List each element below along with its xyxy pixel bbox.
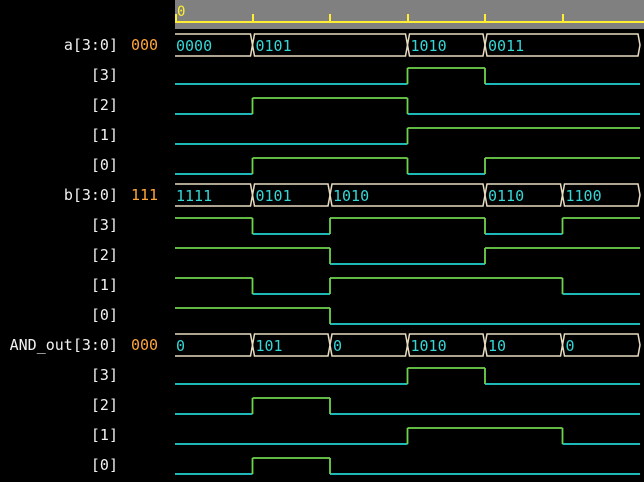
- signal-name: [2]: [90, 246, 118, 264]
- bus-value-label: 1010: [410, 37, 447, 55]
- waveform-background: [175, 0, 644, 482]
- signal-current-value: 000: [131, 336, 159, 354]
- bus-value-label: 0000: [176, 37, 213, 55]
- signal-row-bus[interactable]: [0, 180, 175, 210]
- signal-name: [1]: [90, 276, 118, 294]
- waveform-canvas[interactable]: [175, 0, 644, 482]
- signal-row-bus[interactable]: [0, 330, 175, 360]
- signal-name: [3]: [90, 66, 118, 84]
- signal-name-pane: [0, 0, 175, 482]
- signal-row-bit[interactable]: [0, 240, 175, 270]
- signal-name: [0]: [90, 456, 118, 474]
- signal-current-value: 000: [131, 36, 159, 54]
- signal-name: [1]: [90, 426, 118, 444]
- signal-row-bit[interactable]: [0, 120, 175, 150]
- bus-value-label: 1100: [565, 187, 602, 205]
- signal-name: b[3:0]: [63, 186, 118, 204]
- signal-row-bus[interactable]: [0, 30, 175, 60]
- signal-row-bit[interactable]: [0, 450, 175, 480]
- signal-row-bit[interactable]: [0, 270, 175, 300]
- time-start-label: 0: [177, 4, 186, 20]
- signal-row-bit[interactable]: [0, 60, 175, 90]
- bus-value-label: 101: [255, 337, 283, 355]
- signal-current-value: 111: [131, 186, 159, 204]
- bus-value-label: 0: [176, 337, 186, 355]
- signal-name: [0]: [90, 306, 118, 324]
- bus-value-label: 0011: [488, 37, 525, 55]
- signal-name: [2]: [90, 96, 118, 114]
- signal-name: [3]: [90, 216, 118, 234]
- signal-row-bit[interactable]: [0, 90, 175, 120]
- signal-row-bit[interactable]: [0, 300, 175, 330]
- signal-row-bit[interactable]: [0, 390, 175, 420]
- signal-row-bit[interactable]: [0, 360, 175, 390]
- bus-value-label: 0101: [255, 37, 292, 55]
- waveform-pane[interactable]: [175, 0, 644, 482]
- signal-name: [2]: [90, 396, 118, 414]
- bus-value-label: 0101: [255, 187, 292, 205]
- bus-value-label: 1111: [176, 187, 213, 205]
- signal-name: a[3:0]: [63, 36, 118, 54]
- signal-name: [1]: [90, 126, 118, 144]
- bus-value-label: 0: [333, 337, 343, 355]
- time-ruler: [175, 0, 644, 29]
- signal-row-bit[interactable]: [0, 420, 175, 450]
- name-pane-header: [0, 0, 175, 29]
- signal-name: [3]: [90, 366, 118, 384]
- bus-value-label: 1010: [410, 337, 447, 355]
- signal-row-bit[interactable]: [0, 210, 175, 240]
- bus-value-label: 0110: [488, 187, 525, 205]
- bus-value-label: 1010: [333, 187, 370, 205]
- signal-name: AND_out[3:0]: [9, 336, 118, 354]
- bus-value-label: 10: [488, 337, 507, 355]
- signal-name: [0]: [90, 156, 118, 174]
- signal-row-bit[interactable]: [0, 150, 175, 180]
- bus-value-label: 0: [565, 337, 575, 355]
